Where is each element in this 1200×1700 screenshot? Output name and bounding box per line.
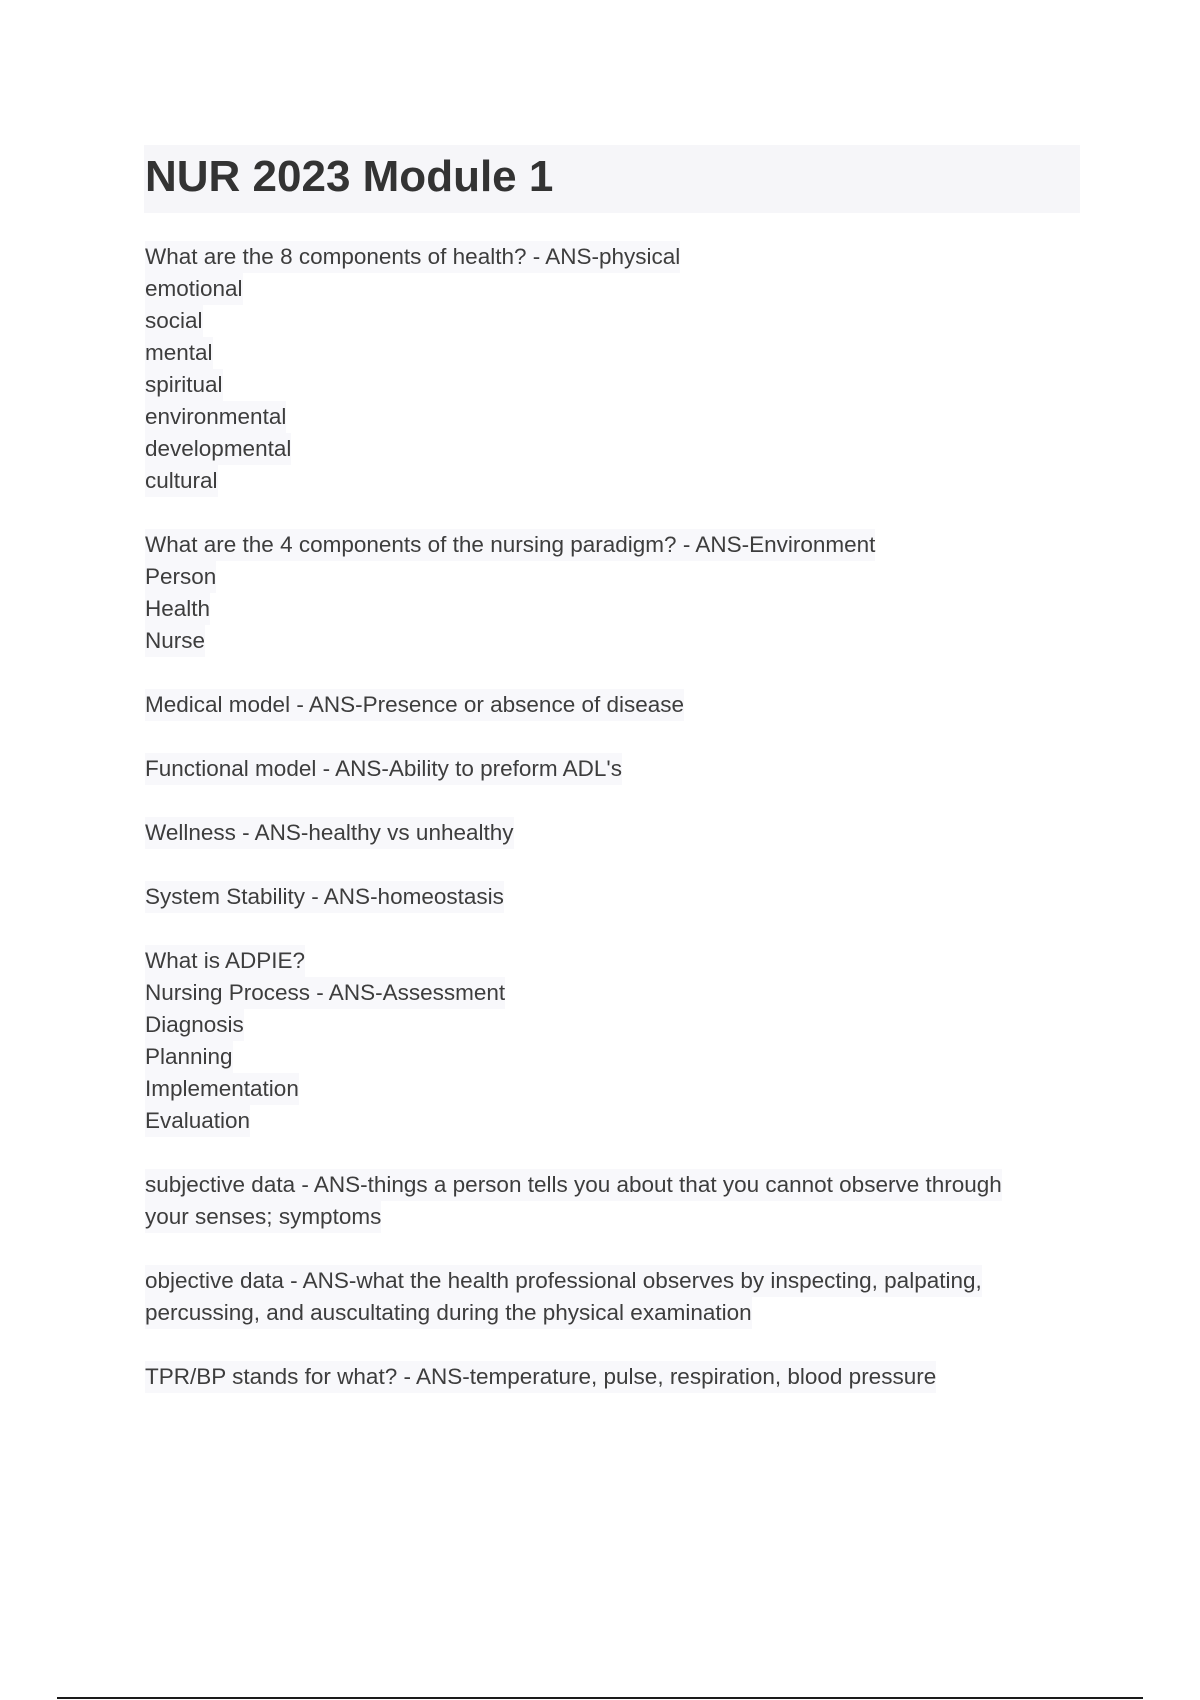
- qa-entry-wellness: [145, 817, 1075, 849]
- qa-entry-system-stability: [145, 881, 1075, 913]
- qa-line: Functional model - ANS-Ability to preform ADL's: [145, 753, 622, 785]
- qa-line: Medical model - ANS-Presence or absence of disease: [145, 689, 684, 721]
- qa-line: environmental: [145, 401, 286, 433]
- qa-line: Wellness - ANS-healthy vs unhealthy: [145, 817, 514, 849]
- qa-entry-medical-model: [145, 689, 1075, 721]
- qa-line: mental: [145, 337, 213, 369]
- qa-line: social: [145, 305, 203, 337]
- qa-line: Planning: [145, 1041, 233, 1073]
- qa-entry-adpie: [145, 945, 1075, 1137]
- qa-line: spiritual: [145, 369, 223, 401]
- qa-line: percussing, and auscultating during the physical examination: [145, 1297, 752, 1329]
- qa-line: your senses; symptoms: [145, 1201, 381, 1233]
- qa-line: Implementation: [145, 1073, 299, 1105]
- page-title: NUR 2023 Module 1: [145, 152, 554, 201]
- flashcard-list: [145, 241, 1075, 1425]
- page-bottom-rule: [57, 1697, 1143, 1699]
- qa-line: TPR/BP stands for what? - ANS-temperature, pulse, respiration, blood pressure: [145, 1361, 936, 1393]
- qa-entry-subjective-data: [145, 1169, 1075, 1233]
- qa-entry-functional-model: [145, 753, 1075, 785]
- qa-line: Nurse: [145, 625, 205, 657]
- qa-entry-nursing-paradigm: [145, 529, 1075, 657]
- qa-line: objective data - ANS-what the health professional observes by inspecting, palpating,: [145, 1265, 982, 1297]
- qa-line: cultural: [145, 465, 218, 497]
- qa-line: Health: [145, 593, 210, 625]
- qa-line: What is ADPIE?: [145, 945, 305, 977]
- qa-line: Evaluation: [145, 1105, 250, 1137]
- qa-line: developmental: [145, 433, 291, 465]
- qa-entry-objective-data: [145, 1265, 1075, 1329]
- qa-line: emotional: [145, 273, 243, 305]
- qa-line: System Stability - ANS-homeostasis: [145, 881, 504, 913]
- qa-line: Person: [145, 561, 216, 593]
- qa-entry-tpr-bp: [145, 1361, 1075, 1393]
- qa-line: What are the 4 components of the nursing paradigm? - ANS-Environment: [145, 529, 875, 561]
- qa-line: subjective data - ANS-things a person tells you about that you cannot observe through: [145, 1169, 1002, 1201]
- qa-line: Diagnosis: [145, 1009, 244, 1041]
- qa-line: Nursing Process - ANS-Assessment: [145, 977, 505, 1009]
- qa-line: What are the 8 components of health? - ANS-physical: [145, 241, 680, 273]
- qa-entry-health-components: [145, 241, 1075, 497]
